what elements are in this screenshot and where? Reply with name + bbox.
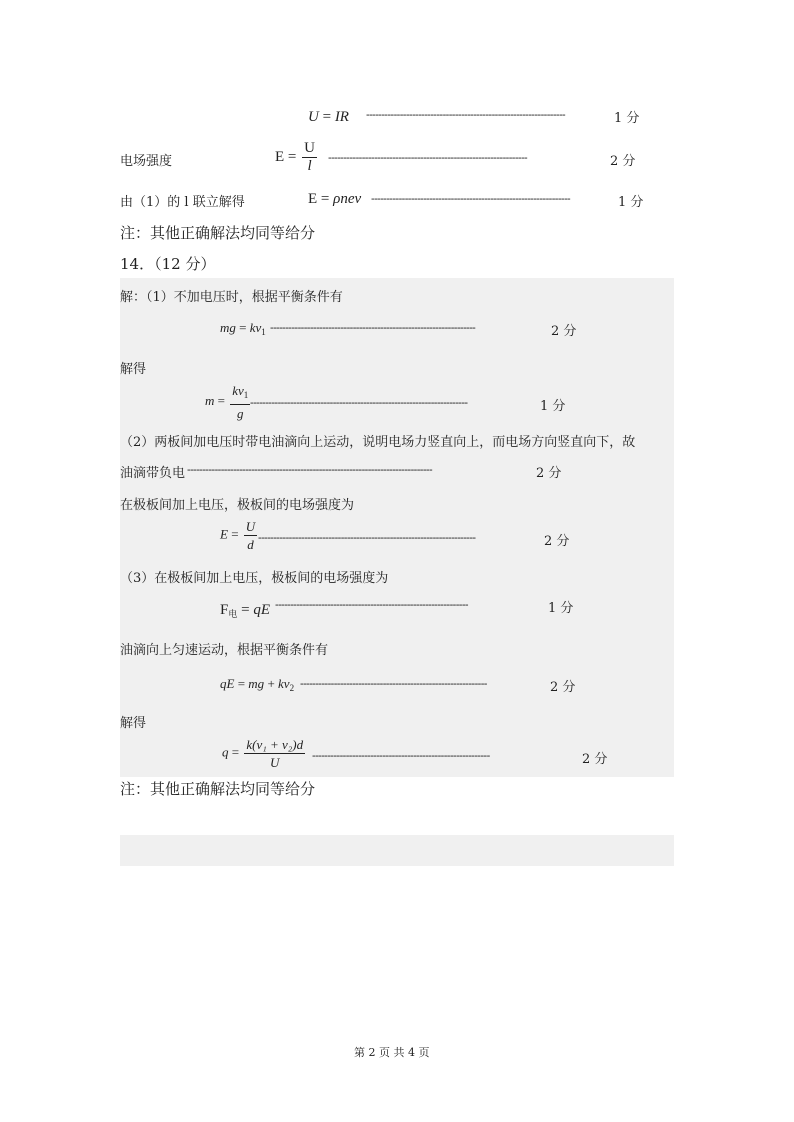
score: 2 分: [582, 752, 608, 767]
field-line: 在极板间加上电压，极板间的电场强度为: [120, 498, 355, 513]
equation-u-ir: U = IR: [308, 109, 349, 125]
score-dashes: -----------------------------------------------------------------: [328, 152, 528, 164]
score-dashes: -----------------------------------------------------------------------: [258, 532, 476, 544]
score: 2 分: [536, 466, 562, 481]
label-combine: 由（1）的 l 联立解得: [120, 195, 245, 210]
equation-mg-kv1: mg = $kv_1$: [220, 320, 266, 337]
equation-qe-mg-kv2: qE = mg + $kv_2$: [220, 676, 295, 693]
score-dashes: -----------------------------------------------------------------: [366, 109, 566, 121]
part2-line1: （2）两板间加电压时带电油滴向上运动，说明电场力竖直向上，而电场方向竖直向下，故: [120, 435, 636, 450]
empty-shade: [120, 835, 674, 866]
note-other-methods: 注：其他正确解法均同等给分: [120, 780, 316, 798]
equation-e-rho-nev: E = ρnev: [308, 191, 362, 207]
score: 1 分: [618, 195, 644, 210]
score: 2 分: [610, 154, 636, 169]
score-dashes: ----------------------------------------------------------: [312, 750, 490, 762]
part3-line: （3）在极板间加上电压，极板间的电场强度为: [120, 571, 389, 586]
problem-14-header: 14．（12 分）: [120, 255, 216, 273]
equation-m-kv1-g: m = $\frac{kv_1}{g}$: [205, 383, 249, 421]
score: 1 分: [548, 601, 574, 616]
score: 2 分: [551, 324, 577, 339]
score-dashes: -------------------------------------------------------------: [300, 678, 487, 690]
page-footer: 第 2 页 共 4 页: [354, 1046, 430, 1059]
label-field-strength: 电场强度: [120, 154, 173, 169]
equation-e-u-l: E = $\frac{U}{l}$: [275, 140, 315, 174]
score: 2 分: [544, 534, 570, 549]
equation-f-qe: $F_电$ = qE: [220, 602, 270, 619]
equation-e-u-d: E = $\frac{U}{d}$: [220, 519, 256, 552]
solve-label: 解得: [120, 362, 147, 377]
equation-q-result: q = $\frac{\text{k(v₁ + v₂)d}}{U}$: [222, 737, 304, 770]
move-line: 油滴向上匀速运动，根据平衡条件有: [120, 643, 329, 658]
solution-shade: [120, 278, 674, 777]
part2-line2: 油滴带负电: [120, 466, 186, 481]
note-other-methods: 注：其他正确解法均同等给分: [120, 224, 316, 242]
score-dashes: -------------------------------------------------------------------: [270, 322, 476, 334]
solution-intro: 解：（1）不加电压时，根据平衡条件有: [120, 290, 343, 305]
score-dashes: -----------------------------------------------------------------: [371, 193, 571, 205]
score-dashes: -----------------------------------------------------------------------: [250, 397, 468, 409]
solve-label: 解得: [120, 716, 147, 731]
score-dashes: --------------------------------------------------------------------------------: [187, 464, 433, 476]
score-dashes: ---------------------------------------------------------------: [275, 599, 468, 611]
score: 1 分: [614, 111, 640, 126]
score: 1 分: [540, 399, 566, 414]
score: 2 分: [550, 680, 576, 695]
